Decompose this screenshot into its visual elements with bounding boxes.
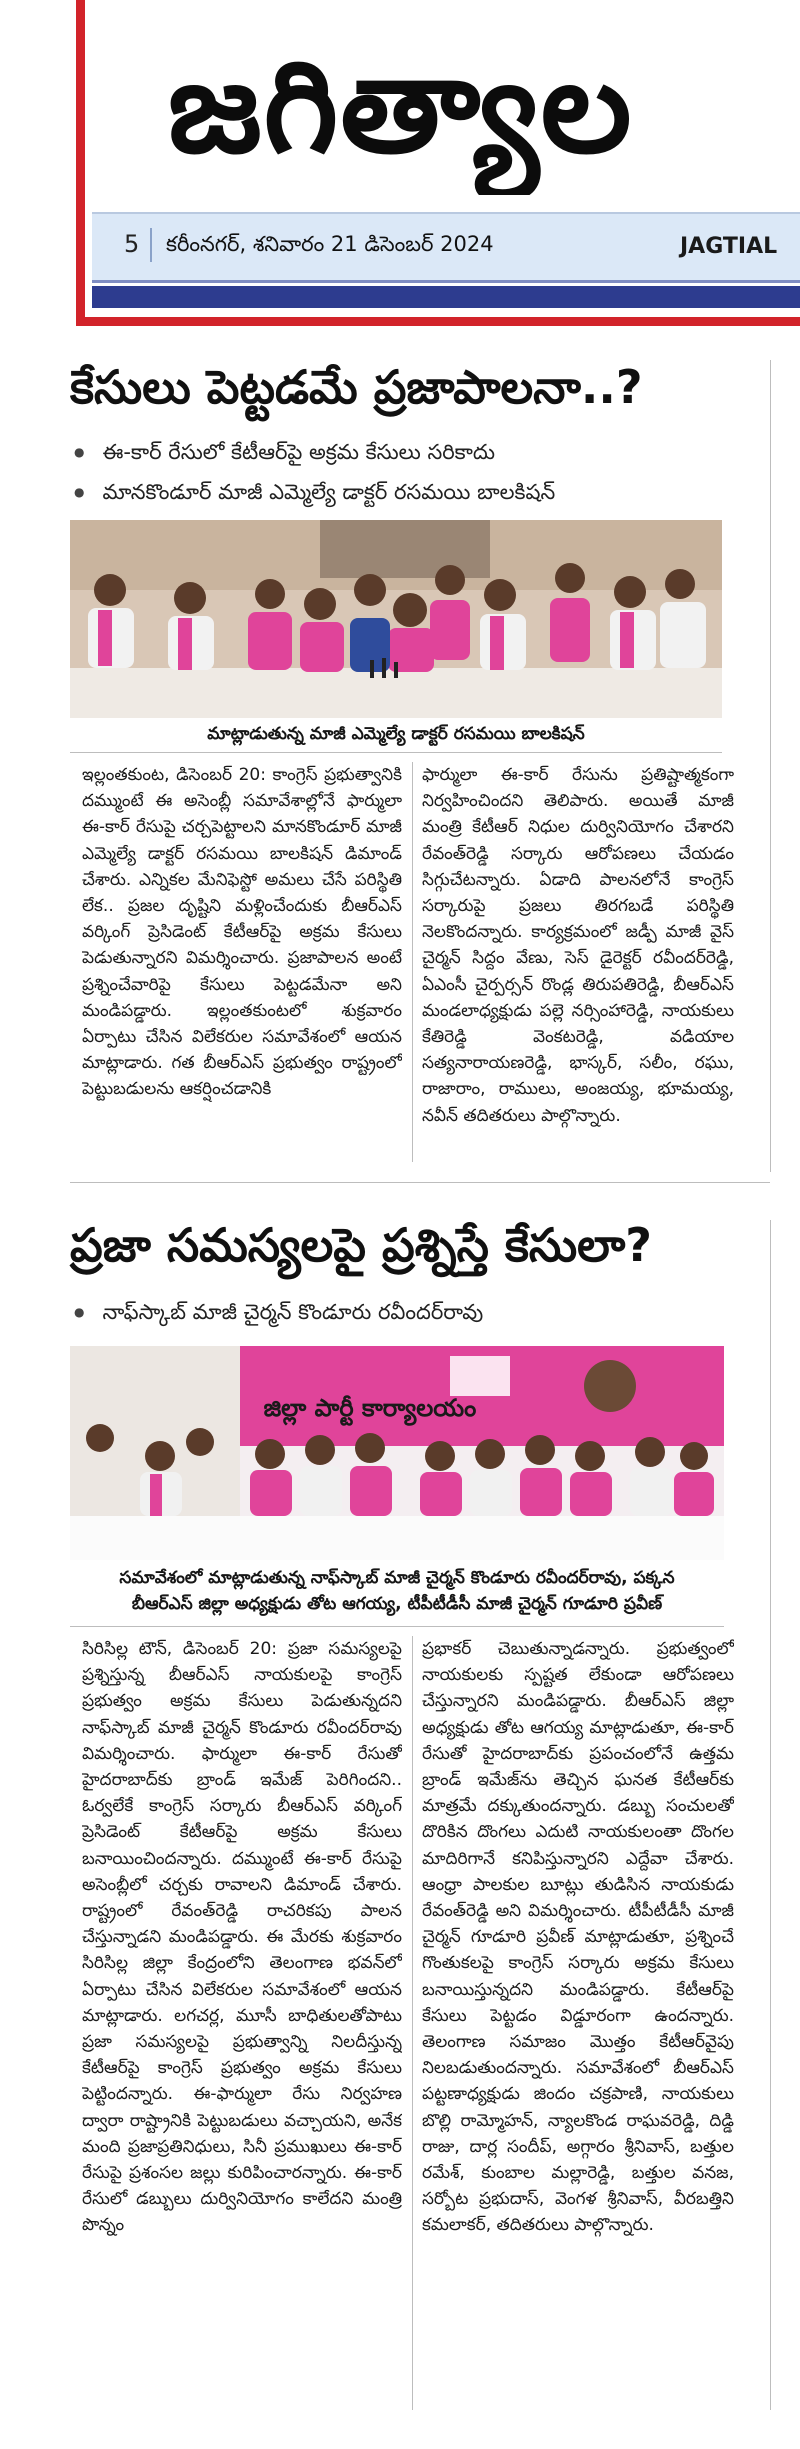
masthead bbox=[0, 0, 800, 326]
article2-headline: ప్రజా సమస్యలపై ప్రశ్నిస్తే కేసులా? bbox=[70, 1218, 652, 1272]
article2-subhead-1: ● నాఫ్‌స్కాబ్ మాజీ చైర్మన్ కొండూరు రవీందర్‌రావు bbox=[74, 1300, 483, 1330]
press-meet-photo bbox=[70, 520, 722, 718]
masthead-date: కరీంనగర్, శనివారం 21 డిసెంబర్ 2024 bbox=[166, 232, 494, 256]
article1-body-1: ఇల్లంతకుంట, డిసెంబర్ 20: కాంగ్రెస్ ప్రభుత్వానికి దమ్ముంటే ఈ అసెంబ్లీ సమావేశాల్లోనే ఫార్ములా ఈ-కార్ రేసుపై చర్చపెట్టాలని మానకొండూర్ మాజీ ఎమ్మెల్యే డాక్టర్ రసమయి బాలకిషన్ డిమాండ్ చేశారు. ఎన్నికల మేనిఫెస్టో అమలు చేసే పరిస్థితి లేక.. ప్రజల దృష్టిని మళ్లించేందుకు బీఆర్‌ఎస్ వర్కింగ్ ప్రెసిడెంట్ కేటీఆర్‌పై అక్రమ కేసులు పెడుతున్నారని విమర్శించారు. ప్రజాపాలన అంటే ప్రశ్నించేవారిపై కేసులు పెట్టడమేనా అని మండిపడ్డారు. ఇల్లంతకుంటలో శుక్రవారం ఏర్పాటు చేసిన విలేకరుల సమావేశంలో ఆయన మాట్లాడారు. గత బీఆర్‌ఎస్ ప్రభుత్వం రాష్ట్రంలో పెట్టుబడులను ఆకర్షించడానికి bbox=[82, 765, 402, 1100]
masthead-title: జగిత్యాల bbox=[168, 33, 634, 182]
masthead-edition: JAGTIAL bbox=[680, 234, 778, 259]
right-margin-rule bbox=[770, 360, 771, 1172]
masthead-divider bbox=[150, 228, 152, 262]
article2-column-2 bbox=[422, 1636, 734, 2410]
caption-rule-2 bbox=[70, 1626, 724, 1627]
article1-subhead-1: ● ఈ-కార్ రేసులో కేటీఆర్‌పై అక్రమ కేసులు సరికాదు bbox=[74, 440, 495, 470]
masthead-red-border-bottom bbox=[76, 317, 800, 326]
party-office-photo bbox=[70, 1346, 724, 1560]
caption-rule bbox=[70, 752, 722, 753]
article2-caption-line-2: బీఆర్‌ఎస్ జిల్లా అధ్యక్షుడు తోట ఆగయ్య, టీపీటీడీసీ మాజీ చైర్మన్ గూడూరి ప్రవీణ్ bbox=[131, 1594, 663, 1614]
photo-banner-text: జిల్లా పార్టీ కార్యాలయం bbox=[263, 1394, 477, 1422]
article-separator bbox=[70, 1182, 770, 1183]
article2-column-1 bbox=[82, 1636, 402, 2410]
masthead-navy-band bbox=[92, 286, 800, 308]
article2-body-2: ప్రభాకర్ చెబుతున్నాడన్నారు. ప్రభుత్వంలో నాయకులకు స్పష్టత లేకుండా ఆరోపణలు చేస్తున్నారని మండిపడ్డారు. బీఆర్‌ఎస్ జిల్లా అధ్యక్షుడు తోట ఆగయ్య మాట్లాడుతూ, ఈ-కార్ రేసుతో హైదరాబాద్‌కు ప్రపంచంలోనే ఉత్తమ బ్రాండ్ ఇమేజ్‌ను తెచ్చిన ఘనత కేటీఆర్‌కు మాత్రమే దక్కుతుందన్నారు. డబ్బు సంచులతో దొరికిన దొంగలు ఎదుటి నాయకులంతా దొంగల మాదిరిగానే కనిపిస్తున్నారని ఎద్దేవా చేశారు. ఆంధ్రా పాలకుల బూట్లు తుడిసిన నాయకుడు రేవంత్‌రెడ్డి అని విమర్శించారు. టీపీటీడీసీ మాజీ చైర్మన్ గూడూరి ప్రవీణ్ మాట్లాడుతూ, ప్రశ్నించే గొంతుకలపై కాంగ్రెస్ సర్కారు అక్రమ కేసులు బనాయిస్తున్నదని మండిపడ్డారు. కేటీఆర్‌పై కేసులు పెట్టడం విడ్డూరంగా ఉందన్నారు. తెలంగాణ సమాజం మొత్తం కేటీఆర్‌వైపు నిలబడుతుందన్నారు. సమావేశంలో బీఆర్‌ఎస్ పట్టణాధ్యక్షుడు జిందం చక్రపాణి, నాయకులు బొల్లి రామ్మోహన్, న్యాలకొండ రాఘవరెడ్డి, దిడ్డి రాజు, దార్ల సందీప్, అగ్గారం శ్రీనివాస్, బత్తుల రమేశ్, కుంబాల మల్లారెడ్డి, బత్తుల వనజ, సర్బోట ప్రభుదాస్, వెంగళ శ్రీనివాస్, వీరబత్తిని కమలాకర్, తదితరులు పాల్గొన్నారు. bbox=[422, 1639, 734, 2236]
masthead-red-border-left bbox=[76, 0, 85, 326]
column-divider bbox=[412, 762, 413, 1162]
right-margin-rule-2 bbox=[770, 1220, 771, 2410]
article2-photo bbox=[70, 1346, 724, 1560]
article2-caption-line-1: సమావేశంలో మాట్లాడుతున్న నాఫ్‌స్కాబ్ మాజీ చైర్మన్ కొండూరు రవీందర్‌రావు, పక్కన bbox=[119, 1568, 675, 1588]
masthead-thin-band bbox=[92, 280, 800, 283]
article1-body-2: ఫార్ములా ఈ-కార్ రేసును ప్రతిష్టాత్మకంగా నిర్వహించిందని తెలిపారు. అయితే మాజీ మంత్రి కేటీఆర్ నిధుల దుర్వినియోగం చేశారని రేవంత్‌రెడ్డి సర్కారు ఆరోపణలు చేయడం సిగ్గుచేటన్నారు. ఏడాది పాలనలోనే కాంగ్రెస్ సర్కారుపై ప్రజలు తిరగబడే పరిస్థితి నెలకొందన్నారు. కార్యక్రమంలో జడ్పీ మాజీ వైస్ చైర్మన్ సిద్దం వేణు, సెస్ డైరెక్టర్ రవీందర్‌రెడ్డి, ఏఎంసీ చైర్పర్సన్ రొండ్ల తిరుపతిరెడ్డి, బీఆర్‌ఎస్ మండలాధ్యక్షుడు పల్లె నర్సింహారెడ్డి, నాయకులు కేతిరెడ్డి వెంకటరెడ్డి, వడియాల సత్యనారాయణరెడ్డి, భాస్కర్, సలీం, రఘు, రాజారాం, రాములు, అంజయ్య, భూమయ్య, నవీన్ తదితరులు పాల్గొన్నారు. bbox=[422, 765, 734, 1126]
page-number: 5 bbox=[124, 230, 140, 258]
article1-photo bbox=[70, 520, 722, 718]
article2-body-1: సిరిసిల్ల టౌన్, డిసెంబర్ 20: ప్రజా సమస్యలపై ప్రశ్నిస్తున్న బీఆర్‌ఎస్ నాయకులపై కాంగ్రెస్ ప్రభుత్వం అక్రమ కేసులు పెడుతున్నదని నాఫ్‌స్కాబ్ మాజీ చైర్మన్ కొండూరు రవీందర్‌రావు విమర్శించారు. ఫార్ములా ఈ-కార్ రేసుతో హైదరాబాద్‌కు బ్రాండ్ ఇమేజ్ పెరిగిందని.. ఓర్వలేకే కాంగ్రెస్ సర్కారు బీఆర్‌ఎస్ వర్కింగ్ ప్రెసిడెంట్ కేటీఆర్‌పై అక్రమ కేసులు బనాయించిందన్నారు. దమ్ముంటే ఈ-కార్ రేసుపై అసెంబ్లీలో చర్చకు రావాలని డిమాండ్ చేశారు. రాష్ట్రంలో రేవంత్‌రెడ్డి రాచరికపు పాలన చేస్తున్నాడని మండిపడ్డారు. ఈ మేరకు శుక్రవారం సిరిసిల్ల జిల్లా కేంద్రంలోని తెలంగాణ భవన్‌లో ఏర్పాటు చేసిన విలేకరుల సమావేశంలో ఆయన మాట్లాడారు. లగచర్ల, మూసీ బాధితులతోపాటు ప్రజా సమస్యలపై ప్రభుత్వాన్ని నిలదీస్తున్న కేటీఆర్‌పై కాంగ్రెస్ ప్రభుత్వం అక్రమ కేసులు పెట్టిందన్నారు. ఈ-ఫార్ములా రేసు నిర్వహణ ద్వారా రాష్ట్రానికి పెట్టుబడులు వచ్చాయని, అనేక మంది ప్రజాప్రతినిధులు, సినీ ప్రముఖులు ఈ-కార్ రేసుపై ప్రశంసల జల్లు కురిపించారన్నారు. ఈ-కార్ రేసులో డబ్బులు దుర్వినియోగం కాలేదని మంత్రి పొన్నం bbox=[82, 1639, 402, 2236]
article1-subhead-2: ● మానకొండూర్ మాజీ ఎమ్మెల్యే డాక్టర్ రసమయి బాలకిషన్ bbox=[74, 480, 555, 510]
article1-column-1 bbox=[82, 762, 402, 1162]
article1-headline: కేసులు పెట్టడమే ప్రజాపాలనా..? bbox=[70, 360, 643, 414]
article1-column-2 bbox=[422, 762, 734, 1162]
column-divider-2 bbox=[412, 1636, 413, 2410]
article1-caption: మాట్లాడుతున్న మాజీ ఎమ్మెల్యే డాక్టర్ రసమయి బాలకిషన్ bbox=[207, 724, 585, 744]
